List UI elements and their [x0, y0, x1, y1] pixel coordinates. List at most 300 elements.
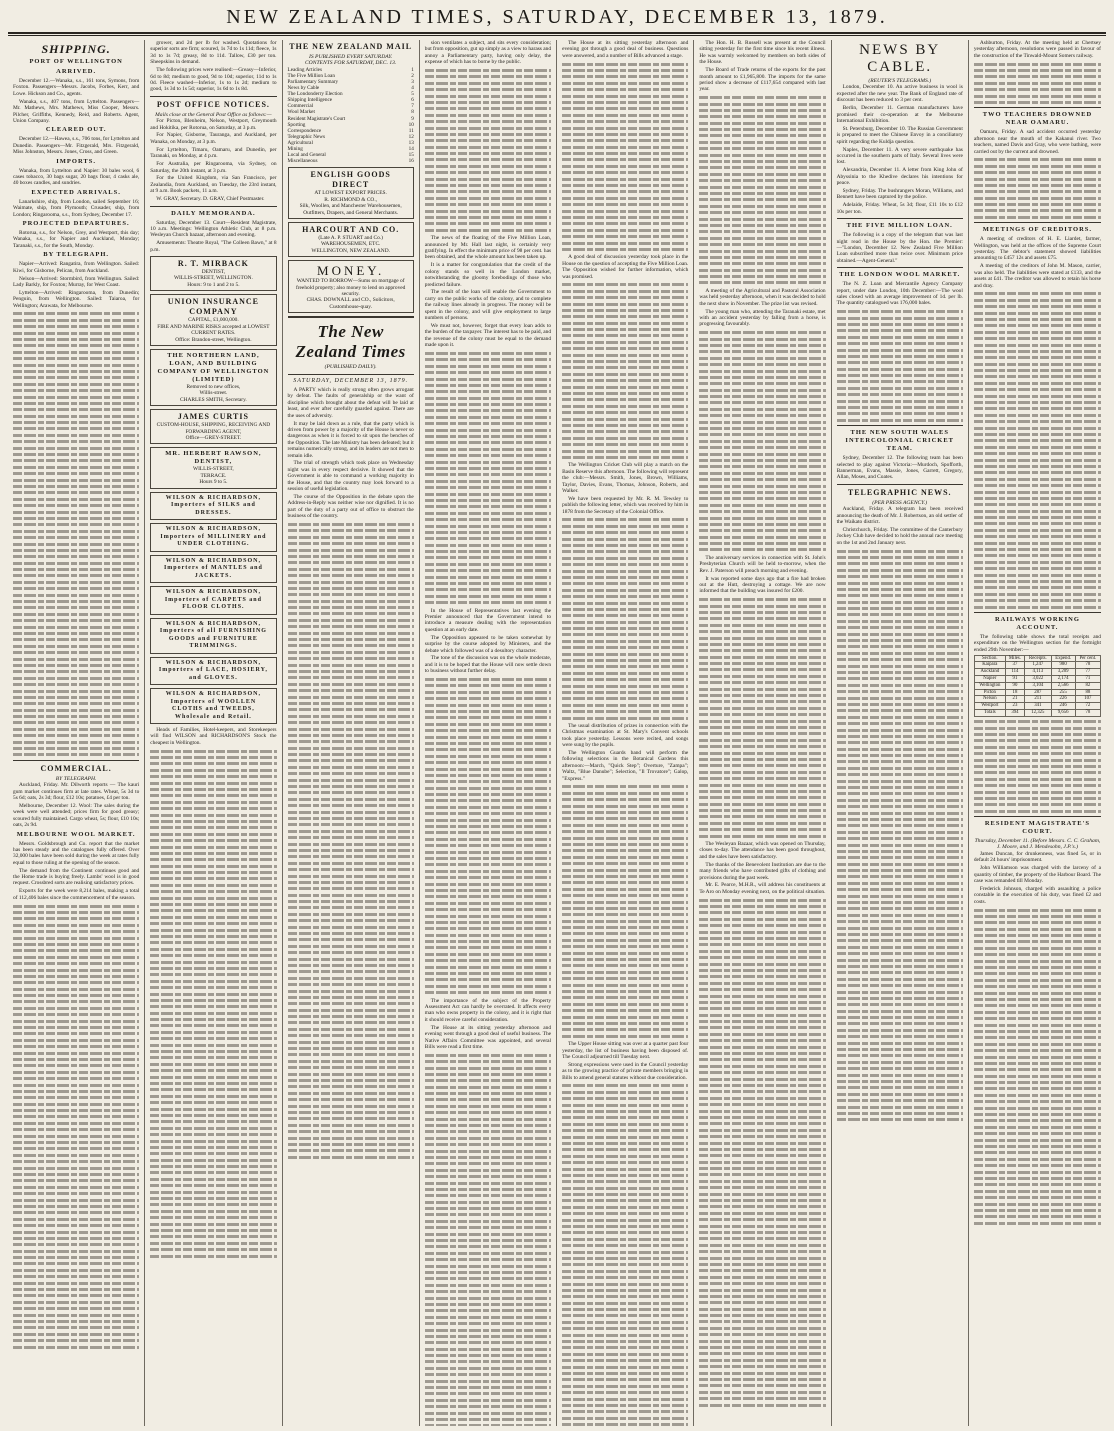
text-filler	[562, 518, 688, 719]
ad-line: Outfitters, Drapers, and General Merchants.	[303, 209, 399, 216]
ad-line: DENTIST,	[201, 269, 226, 276]
paragraph: Berlin, December 11. German manufacturers have promised their co-operation at the Melbourne International Exhibition.	[836, 105, 963, 124]
text-filler	[974, 292, 1101, 608]
paragraph: Nelson—Arrived: Stormbird, from Wellington. Sailed: Lady Barkly, for Foxton; Murray, for West Coast.	[13, 275, 140, 288]
column-8	[969, 40, 1106, 1426]
paragraph: Exports for the week were 8,214 bales, making a total of 112,406 bales since the commencement of the season.	[13, 888, 140, 901]
paragraph: For Napier, Gisborne, Tauranga, and Auckland, per Wanaka, on Monday, at 3 p.m.	[150, 132, 277, 145]
paragraph: Ashburton, Friday. At the meeting held at Chertsey yesterday afternoon, resolutions were passed in favour of the construction of the Tinwald-Mount Somers railway.	[973, 40, 1101, 59]
ad-line: WELLINGTON, NEW ZEALAND.	[311, 247, 390, 254]
advertisement-wilson-richardson	[150, 492, 276, 521]
column-7	[832, 40, 969, 1426]
divider	[288, 316, 414, 318]
advertisement-customs-agent	[150, 409, 276, 444]
table-cell: 1,247	[1025, 662, 1051, 669]
table-cell: 12,325	[1025, 710, 1051, 717]
text-filler	[425, 352, 551, 604]
paragraph: Lyttelton—Arrived: Ringarooma, from Dunedin; Penguin, from Wellington. Sailed: Taiaroa, for Wellington; Arawata, for Melbourne.	[13, 289, 140, 309]
paragraph: The following table shows the total receipts and expenditure on the Wellington section for the fortnight ended 29th November:—	[973, 633, 1101, 653]
railways-table-body	[974, 662, 1100, 716]
column-3	[283, 40, 420, 1426]
contents-item-title: Telegraphic News	[287, 133, 326, 140]
divider	[837, 218, 963, 219]
ad-title: R. T. MIRBACK	[177, 259, 249, 269]
table-row	[974, 669, 1100, 676]
contents-item-title: Sporting	[287, 121, 306, 128]
paragraph: Messrs. Goldsbrough and Co. report that the market has been steady and the catalogues fully offered. Over 32,000 bales have been sold during the week at rates fully equal to those ruling at the opening of the season.	[13, 840, 140, 866]
commercial-subheading: BY TELEGRAPH.	[55, 775, 97, 782]
table-header-cell: Receipts.	[1025, 655, 1051, 662]
paragraph: For Lyttelton, Timaru, Oamaru, and Dunedin, per Taranaki, on Monday, at 4 p.m.	[150, 146, 277, 160]
paragraph: December 12.—Wanaka, s.s., 161 tons, Symons, from Foxton. Passengers—Messrs. Jacobs, Forbes, Kerr, and Lowe. Hickson and Co., agents.	[13, 78, 140, 97]
masthead	[0, 0, 1114, 34]
table-cell: 3,209	[1051, 669, 1075, 676]
table-cell: Picton	[974, 689, 1005, 696]
editorial-dateline: SATURDAY, DECEMBER 13, 1879.	[293, 377, 409, 384]
paragraph: W. GRAY, Secretary. D. GRAY, Chief Postmaster.	[156, 196, 265, 203]
news-by-cable-subheading: (REUTER'S TELEGRAMS.)	[868, 78, 932, 84]
table-cell: 255	[1051, 689, 1075, 696]
contents-item-title: Resident Magistrate's Court	[287, 115, 346, 122]
ad-line: WANTED TO BORROW—Sums on mortgage of freehold property; also money to lend on approved security.	[295, 278, 406, 297]
text-filler	[974, 158, 1101, 219]
table-cell: 78	[1075, 710, 1100, 717]
contents-item	[288, 158, 414, 164]
paragraph: Sydney, December 12. The following team has been selected to play against Victoria:—Murdoch, Spofforth, Bannerman, Evans, Massie, Jones, Garrett, Gregory, Allan, Moses, and Coates.	[836, 455, 963, 481]
table-cell: 77	[1075, 669, 1100, 676]
text-filler	[425, 678, 551, 994]
table-cell: 72	[1075, 703, 1100, 710]
arrived-heading: ARRIVED.	[56, 68, 97, 75]
column-6	[694, 40, 831, 1426]
table-cell: Totals	[974, 710, 1005, 717]
table-cell: 211	[1025, 696, 1051, 703]
text-filler	[562, 283, 688, 459]
paragraph: December 12.—Hawea, s.s., 706 tons, for Lyttelton and Dunedin. Passengers—Mr. Fitzgerald, Mrs. Fitzgerald, Miss Johnston, Messrs. Jones, Cross, and Green.	[13, 136, 140, 156]
paragraph: A good deal of discussion yesterday took place in the House on the question of accepting the Five Million Loan. The Opposition wished for further information, which was promised.	[562, 254, 689, 280]
paragraph: Napier—Arrived: Rangatira, from Wellington. Sailed: Kiwi, for Gisborne, Pelican, from Auckland.	[13, 261, 140, 274]
contents-item-page: 2	[411, 72, 414, 79]
daily-memoranda-heading: DAILY MEMORANDA.	[171, 209, 256, 217]
divider	[974, 612, 1101, 613]
table-row	[974, 703, 1100, 710]
table-cell: Kaipara	[974, 662, 1005, 669]
contents-item-title: Commercial	[287, 103, 314, 110]
contents-item-page: 8	[411, 109, 414, 116]
advertisement-dentist-rawson	[150, 447, 276, 488]
paragraph: For the United Kingdom, via San Francisco, per Zealandia, from Auckland, on Tuesday, the 23rd instant, at 9 a.m. Book packets, 11 a.m.	[150, 175, 277, 195]
paragraph: The Upper House sitting was over at a quarter past four yesterday, the list of business having been disposed of. The Council adjourned till Tuesday next.	[562, 1041, 689, 1060]
contents-item-page: 10	[408, 121, 414, 128]
table-cell: 2,566	[1051, 682, 1075, 689]
advertisement-harcourt	[288, 222, 414, 257]
column-5	[557, 40, 694, 1426]
divider	[974, 816, 1101, 817]
contents-item-page: 12	[408, 133, 414, 140]
paragraph: The news of the floating of the Five Million Loan, announced by Mr. Hall last night, is certainly very gratifying. In effect the minimum price of 98 per cent. has been obtained, and the whole amount has been taken up.	[424, 235, 552, 261]
table-cell: 88	[1075, 689, 1100, 696]
contents-item-page: 14	[408, 146, 414, 153]
paragraph: The importance of the subject of the Property Assessment Act can hardly be overrated. It affects every man who owns property in the colony, and it is right that it should receive careful consideration.	[424, 997, 552, 1023]
contents-item-title: News by Cable	[287, 85, 320, 92]
divider	[150, 96, 276, 97]
ad-title: WILSON & RICHARDSON, Importers of CARPETS and FLOOR CLOTHS.	[164, 589, 262, 611]
editorial-paragraph: The trial of strength which took place on Wednesday night was in every respect decisive. It showed that the Government is able to command a working majority in the House, and that the country may look forward to a session of useful legislation.	[287, 460, 414, 493]
table-row	[974, 696, 1100, 703]
post-office-subheading: Mails close at the General Post Office as follows:—	[155, 111, 272, 118]
telegraphic-news-heading: TELEGRAPHIC NEWS.	[847, 487, 952, 497]
paragraph: Mr. E. Pearce, M.H.R., will address his constituents at Te Aro on Monday evening next, on the political situation.	[699, 882, 826, 895]
table-header-cell: Miles.	[1005, 655, 1024, 662]
table-cell: 37	[1005, 662, 1024, 669]
ad-title: WILSON & RICHARDSON, Importers of LACE, HOSIERY, and GLOVES.	[158, 659, 268, 681]
text-filler	[425, 69, 551, 232]
text-filler	[699, 598, 825, 837]
paragraph: The Wellington Guards band will perform the following selections in the Botanical Gardens this afternoon:—March, "Quick Step"; Overture, "Zampa"; Waltz, "Blue Danube"; Selection, "Il Trovatore"; Galop, "Express."	[562, 750, 689, 782]
ad-line: CUSTOM-HOUSE, SHIPPING, RECEIVING AND FORWARDING AGENT,	[156, 422, 271, 435]
paragraph: The Wesleyan Bazaar, which was opened on Thursday, closes to-day. The attendance has been good throughout, and the sales have been satisfactory.	[699, 841, 826, 860]
contents-item-title: Miscellaneous	[287, 158, 318, 165]
table-cell: 91	[1005, 676, 1024, 683]
paragraph: John Williamson was charged with the larceny of a quantity of timber, the property of the Harbour Board. The case was remanded till Monday.	[973, 865, 1101, 885]
paragraph: The young man who, attending the Taranaki estate, met with an accident yesterday by falling from a horse, is progressing favourably.	[699, 308, 826, 328]
table-cell: Auckland	[974, 669, 1005, 676]
table-cell: 21	[1005, 696, 1024, 703]
paragraph: Rotorua, s.s., for Nelson, Grey, and Westport, this day; Wanaka, s.s., for Napier and Auckland, Monday; Taranaki, s.s., for the South, Monday.	[13, 230, 140, 249]
text-filler	[699, 899, 825, 1407]
paragraph: Oamaru, Friday. A sad accident occurred yesterday afternoon near the mouth of the Kakanui river. Two teachers, named Davis and Gray, who were bathing, were carried out by the current and drowned.	[973, 129, 1101, 155]
table-header-cell: Expend.	[1051, 655, 1075, 662]
paragraph: The thanks of the Benevolent Institution are due to the many friends who have contributed gifts of clothing and provisions during the past week.	[699, 861, 826, 881]
five-million-loan-heading: THE FIVE MILLION LOAN.	[846, 222, 953, 230]
news-by-cable-heading: NEWS BY CABLE.	[859, 42, 941, 75]
divider	[288, 374, 414, 375]
table-cell: 18	[1005, 689, 1024, 696]
advertisement-land-loan	[150, 349, 276, 406]
divider	[150, 206, 276, 207]
text-filler	[837, 310, 963, 422]
paragraph: The N. Z. Loan and Mercantile Agency Company report, under date London, 10th December:—The wool sales closed with an average improvement of 1d. per lb. The quantity catalogued was 176,000 bales.	[836, 281, 963, 307]
telegraphic-news-subheading: (PER PRESS AGENCY.)	[872, 499, 928, 506]
text-filler	[562, 1084, 688, 1426]
paragraph: The Hon. H. B. Russell was present at the Council sitting yesterday for the first time since his recent illness. He was warmly welcomed by members on both sides of the House.	[699, 40, 826, 66]
paragraph: Alexandria, December 11. A letter from King John of Abyssinia to the Khedive declares his intentions for peace.	[836, 167, 963, 187]
table-row	[974, 710, 1100, 717]
advertisement-english-goods	[288, 167, 414, 219]
table-cell: 226	[1051, 696, 1075, 703]
paragraph: The usual distribution of prizes in connection with the Christmas examination at St. Mary's Convent schools took place yesterday. Lessons were recited, and songs were sung by the pupils.	[562, 722, 689, 749]
divider	[13, 760, 139, 761]
text-filler	[974, 909, 1101, 1225]
commercial-heading: COMMERCIAL.	[40, 763, 112, 773]
contents-item-page: 7	[411, 103, 414, 110]
contents-item-title: Mining	[287, 146, 303, 153]
masthead-rule-thin	[8, 35, 1106, 36]
wool-market-heading: MELBOURNE WOOL MARKET.	[16, 830, 136, 838]
text-filler	[562, 63, 688, 251]
table-cell: 394	[1005, 710, 1024, 717]
ad-line: FIRE AND MARINE RISKS accepted at LOWEST CURRENT RATES.	[157, 323, 270, 337]
ad-line: Willis-street.	[199, 390, 228, 397]
ad-line: CAPITAL, £1,000,000.	[188, 317, 239, 324]
newspaper-nameplate: The New Zealand Times	[295, 322, 406, 362]
paragraph: Christchurch, Friday. The committee of the Canterbury Jockey Club have decided to hold the annual race meeting on the 1st and 2nd January next.	[836, 526, 963, 546]
table-cell: 2,174	[1051, 676, 1075, 683]
paragraph: The following prices were realised:—Greasy—Inferior, 6d to 8d; medium to good, 9d to 10d; superior, 11d to 1s 0d. Fleece washed—Inferior, 1s to 1s 2d; medium to good, 1s 3d to 1s 5d; superior, 1s 6d to 1s 8d.	[150, 67, 277, 93]
table-row	[974, 662, 1100, 669]
ad-line: Office: Brandon-street, Wellington.	[175, 336, 252, 343]
table-row	[974, 682, 1100, 689]
table-cell: Napier	[974, 676, 1005, 683]
ad-title: WILSON & RICHARDSON, Importers of SILKS and DRESSES.	[165, 494, 261, 516]
advertisement-wilson-richardson	[150, 657, 276, 686]
table-cell: 23	[1005, 703, 1024, 710]
paragraph: We have been requested by Mr. R. M. Tewsley to publish the following letter, which was received by him in 1878 from the Secretary of the Colonial Office.	[562, 495, 689, 515]
text-filler	[699, 96, 825, 284]
contents-item-page: 5	[411, 91, 414, 98]
text-filler	[150, 750, 276, 1258]
nameplate-subheading: (PUBLISHED DAILY).	[324, 364, 377, 371]
ad-line: CHAS. DOWNALL and CO., Solicitors, Customhouse-quay.	[306, 297, 395, 310]
contents-item-title: Correspondence	[287, 127, 322, 134]
ad-line: Hours 9 to 5.	[199, 479, 228, 486]
table-cell: 107	[1075, 696, 1100, 703]
resident-magistrate-subheading: Thursday, December 11. (Before Messrs. C. C. Graham, J. Moore, and J. Mendesohn, J.P.'s.)	[974, 838, 1101, 851]
text-filler	[837, 550, 963, 1122]
ad-title: WILSON & RICHARDSON, Importers of MANTLES and JACKETS.	[163, 557, 263, 579]
paragraph: The tone of the discussion was on the whole moderate, and it is to be hoped that the House will now settle down to business without further delay.	[424, 655, 552, 675]
contents-item-page: 16	[408, 158, 414, 165]
railways-table-header	[974, 655, 1100, 662]
projected-departures-heading: PROJECTED DEPARTURES.	[22, 220, 130, 227]
masthead-rule	[8, 32, 1106, 34]
paragraph: Amusements: Theatre Royal, "The Colleen Bawn," at 8 p.m.	[150, 240, 277, 253]
column-4	[420, 40, 557, 1426]
contents-item-title: Shipping Intelligence	[287, 97, 333, 104]
advertisement-wilson-richardson	[150, 555, 276, 584]
paragraph: The following is a copy of the telegram that was last night read in the House by the Hon. the Premier:—"London, December 12. New Zealand Five Million Loan subscribed more than twice over. Minimum price obtained.—Agent-General."	[836, 232, 963, 264]
ad-line: (Late A. P. STUART and Co.)	[318, 234, 383, 241]
advertisement-money	[288, 260, 414, 313]
ad-title: WILSON & RICHARDSON, Importers of all FURNISHING GOODS and FURNITURE TRIMMINGS.	[159, 620, 267, 650]
newspaper-columns	[8, 40, 1106, 1426]
railways-account-heading: RAILWAYS WORKING ACCOUNT.	[994, 615, 1080, 631]
contents-item-page: 9	[411, 115, 414, 122]
table-cell: 3,104	[1025, 682, 1051, 689]
paragraph: Saturday, December 13. Court—Resident Magistrate, 10 a.m. Meetings: Wellington Athletic Club, at 8 p.m. Wesleyan Church bazaar, afternoon and evening.	[150, 219, 277, 239]
advertisement-insurance	[150, 294, 276, 346]
paragraph: Heads of Families, Hotel-keepers, and Storekeepers will find WILSON and RICHARDSON'S Stock the cheapest in Wellington.	[150, 727, 277, 746]
contents-item-page: 11	[408, 127, 414, 134]
table-cell: 246	[1051, 703, 1075, 710]
paragraph: London, December 10. An active business in wool is expected after the new year. The Bank of England rate of discount has been reduced to 3 per cent.	[836, 84, 963, 104]
newspaper-masthead-title: NEW ZEALAND TIMES, SATURDAY, DECEMBER 13, 1879.	[226, 6, 888, 28]
paragraph: A meeting of creditors of H. E. Liardet, farmer, Wellington, was held at the offices of the Supreme Court yesterday. The debtor's statement showed liabilities amounting to £457 12s and assets £75.	[973, 236, 1101, 262]
paragraph: For Picton, Blenheim, Nelson, Westport, Greymouth and Hokitika, per Rotorua, on Saturday, at 3 p.m.	[150, 118, 277, 131]
paragraph: The House at its sitting yesterday afternoon and evening got through a good deal of business. Questions were answered, and a number of Bills advanced a stage.	[562, 40, 689, 59]
ad-line: WILLIS-STREET,	[193, 466, 234, 473]
column-1	[8, 40, 145, 1426]
imports-heading: IMPORTS.	[56, 157, 96, 165]
table-cell: 71	[1075, 676, 1100, 683]
text-filler	[699, 331, 825, 551]
contents-item-title: The Five Million Loan	[287, 72, 335, 79]
table-cell: 82	[1075, 682, 1100, 689]
paragraph: James Duncan, for drunkenness, was fined 5s, or in default 24 hours' imprisonment.	[973, 850, 1101, 864]
paragraph: For Australia, per Ringarooma, via Sydney, on Saturday, the 20th instant, at 3 p.m.	[150, 161, 277, 174]
contents-item-title: Leading Articles	[287, 66, 322, 73]
paragraph: Frederick Johnson, charged with assaulting a police constable in the execution of his duty, was fined £2 and costs.	[973, 885, 1101, 905]
editorial-paragraph: A PARTY which is really strong often grows arrogant by defeat. The faults of generalship or the want of discipline which brought about the defeat will be laid at least, and ever after carefully guarded against. There are the uses of adversity.	[287, 387, 414, 419]
ad-line: WILLIS-STREET, WELLINGTON.	[173, 275, 253, 282]
paragraph: A meeting of the creditors of John M. Mason, carrier, was also held. The liabilities were stated at £133, and the assets at £41. The creditor was allowed to retain his horse and dray.	[973, 263, 1101, 289]
paragraph: The demand from the Continent continues good and the Home trade is buying freely. Lambs' wool is in good request. Crossbred sorts are realising satisfactory prices.	[13, 867, 140, 887]
contents-item-page: 1	[411, 66, 414, 73]
editorial-paragraph: The course of the Opposition in the debate upon the Address-in-Reply was neither wise nor dignified. It is no part of the duty of a party out of office to obstruct the business of the country.	[287, 494, 414, 520]
table-cell: 4,113	[1025, 669, 1051, 676]
nz-mail-contents-heading: CONTENTS FOR SATURDAY, DEC. 13.	[304, 60, 397, 67]
table-cell: 114	[1005, 669, 1024, 676]
port-heading: PORT OF WELLINGTON	[29, 58, 123, 65]
teachers-drowned-heading: TWO TEACHERS DROWNED NEAR OAMARU.	[982, 111, 1093, 127]
text-filler	[288, 523, 414, 1159]
ad-title: ENGLISH GOODS DIRECT	[310, 170, 391, 190]
contents-item-title: Wool Market	[287, 109, 315, 116]
paragraph: St. Petersburg, December 10. The Russian Government is prepared to meet the Chinese Envoy in a conciliatory spirit regarding the Kuldja question.	[836, 125, 963, 145]
nz-mail-subheading: IS PUBLISHED EVERY SATURDAY.	[308, 54, 393, 60]
contents-item-title: Parliamentary Summary	[287, 79, 339, 85]
contents-item-title: Agricultural	[287, 139, 313, 146]
divider	[837, 484, 963, 485]
ad-title: UNION INSURANCE COMPANY	[167, 297, 260, 317]
paragraph: The House at its sitting yesterday afternoon and evening went through a good deal of useful business. The Native Affairs Committee was appointed, and several Bills were read a first time.	[424, 1024, 552, 1050]
table-cell: 78	[1075, 662, 1100, 669]
ad-title: MR. HERBERT RAWSON, DENTIST,	[165, 450, 262, 466]
table-cell: Westport	[974, 703, 1005, 710]
shipping-heading: SHIPPING.	[41, 42, 111, 56]
nz-mail-heading: THE NEW ZEALAND MAIL	[289, 42, 413, 51]
paragraph: Lanarkshire, ship, from London, sailed September 16; Waimate, ship, from Plymouth; Crusader, ship, from London; Ringarooma, s.s., from Sydney, December 17.	[13, 198, 140, 218]
ad-line: Hours: 9 to 1 and 2 to 5.	[187, 281, 240, 288]
ad-line: CHARLES SMITH, Secretary.	[180, 396, 247, 403]
ad-title: MONEY.	[317, 263, 385, 279]
ad-title: JAMES CURTIS	[177, 412, 249, 422]
advertisement-wilson-richardson	[150, 618, 276, 654]
table-row	[974, 676, 1100, 683]
table-cell: Wellington	[974, 682, 1005, 689]
paragraph: sion ventilates a subject, and sits every consideration; but from opposition, gut up simply as a view to harass and annoy a Parliamentary party, having only delay, the expense of which has to borne by the public.	[424, 40, 552, 66]
paragraph: The Opposition appeared to be taken somewhat by surprise by the course adopted by Ministers, and the debate which followed was of a desultory character.	[424, 634, 552, 654]
text-filler	[974, 720, 1101, 812]
divider	[837, 267, 963, 268]
divider	[837, 425, 963, 426]
paragraph: Melbourne, December 12. Wool: The sales during the week were well attended; prices firm for good greasy; scoured fully maintained. Cargo wheat, 5s; flour, £10 10s; oats, 2s 9d.	[13, 802, 140, 829]
paragraph: Naples, December 11. A very severe earthquake has occurred in the southern parts of Italy. Several lives were lost.	[836, 146, 963, 166]
text-filler	[13, 312, 139, 756]
paragraph: A meeting of the Agricultural and Pastoral Association was held yesterday afternoon, when it was decided to hold the next show in November. The prize list was revised.	[699, 287, 826, 307]
table-cell: Nelson	[974, 696, 1005, 703]
paragraph: In the House of Representatives last evening the Premier announced that the Government intend to introduce a measure dealing with the representation question at an early date.	[424, 607, 552, 633]
paragraph: Wanaka, from Lyttelton and Napier: 30 bales wool, 6 cases tobacco, 30 bags sugar, 20 bags flour, 4 casks ale, 40 boxes candles, and sundries.	[13, 167, 140, 187]
table-cell: 341	[1025, 703, 1051, 710]
divider	[974, 222, 1101, 223]
meetings-of-creditors-heading: MEETINGS OF CREDITORS.	[982, 226, 1093, 234]
ad-title: THE NORTHERN LAND, LOAN, AND BUILDING COMPANY OF WELLINGTON (LIMITED)	[157, 351, 270, 383]
nsw-cricket-heading: THE NEW SOUTH WALES INTERCOLONIAL CRICKET TEAM.	[845, 429, 955, 453]
paragraph: Sydney, Friday. The bushrangers Moran, Williams, and Bennett have been captured by the police.	[836, 188, 963, 201]
table-cell: 90	[1005, 682, 1024, 689]
paragraph: The Wellington Cricket Club will play a match on the Basin Reserve this afternoon. The following will represent the club:—Messrs. Smith, Jones, Brown, Williams, Taylor, Davies, Evans, Thomas, Johnson, Roberts, and Walker.	[562, 462, 689, 494]
paragraph: Strong expressions were used in the Council yesterday as to the growing practice of private members bringing in Bills to amend general statutes without due consideration.	[562, 1061, 689, 1081]
table-cell: 9,656	[1051, 710, 1075, 717]
ad-line: Silk, Woollen, and Manchester Warehousemen,	[299, 203, 402, 210]
paragraph: It is a matter for congratulation that the credit of the colony stands so well in the London market, notwithstanding the gloomy forebodings of those who predicted failure.	[424, 262, 552, 288]
divider	[974, 107, 1101, 108]
contents-item-page: 15	[408, 152, 414, 159]
ad-title: WILSON & RICHARDSON, Importers of MILLINERY and UNDER CLOTHING.	[160, 526, 267, 548]
advertisement-wilson-richardson	[150, 688, 276, 724]
column-2	[145, 40, 282, 1426]
paragraph: Adelaide, Friday. Wheat, 5s 3d; flour, £11 10s to £12 10s per ton.	[836, 202, 963, 215]
table-cell: 3,022	[1025, 676, 1051, 683]
cleared-heading: CLEARED OUT.	[45, 126, 107, 134]
advertisement-wilson-richardson	[150, 523, 276, 552]
text-filler	[425, 1054, 551, 1426]
advertisement-wilson-richardson	[150, 586, 276, 615]
contents-item-title: Local and General	[287, 152, 326, 159]
contents-item-title: The Londonderry Election	[287, 91, 343, 98]
table-header-cell: Section.	[974, 655, 1005, 662]
table-cell: 980	[1051, 662, 1075, 669]
ad-line: R. RICHMOND & CO.,	[324, 196, 378, 203]
contents-item-page: 4	[411, 85, 414, 92]
advertisement-dentist	[150, 256, 276, 291]
resident-magistrate-heading: RESIDENT MAGISTRATE'S COURT.	[984, 820, 1090, 836]
contents-item-page: 13	[408, 139, 414, 146]
paragraph: Wanaka, s.s., 407 tons, from Lyttelton. Passengers—Mr. Mathews, Mrs. Mathews, Miss Cooper, Messrs. Pilcher, Griffiths, Kennedy, Reid, and Roberts. Agent, Union Company.	[13, 98, 140, 124]
ad-line: Office—GREY-STREET.	[185, 434, 242, 441]
ad-line: WAREHOUSEMEN, ETC.	[320, 241, 381, 248]
text-filler	[974, 63, 1101, 104]
ad-title: HARCOURT AND CO.	[302, 224, 400, 234]
post-office-heading: POST OFFICE NOTICES.	[156, 99, 270, 109]
paragraph: The anniversary services in connection with St. John's Presbyterian Church will be held to-morrow, when the Rev. J. Paterson will preach morning and evening.	[699, 554, 826, 574]
table-cell: 287	[1025, 689, 1051, 696]
ad-line: AT LOWEST EXPORT PRICES.	[314, 190, 387, 197]
text-filler	[562, 785, 688, 1037]
paragraph: It was reported some days ago that a fire had broken out at the Hutt, destroying a cottage. We are now informed that the building was insured for £200.	[699, 575, 826, 595]
paragraph: The result of the loan will enable the Government to carry on the public works of the colony, and to complete the railway lines already in progress. The money will be spent in the colony, and will give employment to large numbers of persons.	[424, 289, 552, 322]
text-filler	[13, 905, 139, 1349]
ad-line: Removed to new offices,	[186, 383, 241, 390]
ad-line: TERRACE.	[200, 472, 227, 479]
contents-item-page: 6	[411, 97, 414, 104]
paragraph: Auckland, Friday. A telegram has been received announcing the death of Mr. J. Robertson, an old settler of the Waikato district.	[836, 506, 963, 526]
paragraph: Auckland, Friday. Mr. Dilworth reports — The kauri gum market continues firm at late rates. Wheat, 5s 3d to 5s 6d; oats, 2s 3d; flour, £12 10s; potatoes, £4 per ton.	[13, 782, 140, 802]
paragraph: The Board of Trade returns of the exports for the past month amount to £1,965,800. The imports for the same period show a decrease of £117,654 compared with last year.	[699, 67, 826, 93]
ad-title: WILSON & RICHARDSON, Importers of WOOLLEN CLOTHS and TWEEDS, Wholesale and Retail.	[165, 691, 261, 720]
london-wool-market-heading: THE LONDON WOOL MARKET.	[839, 271, 961, 279]
table-row	[974, 689, 1100, 696]
table-header-cell: Per cent.	[1075, 655, 1100, 662]
contents-list	[288, 67, 414, 165]
paragraph: We must not, however, forget that every loan adds to the burden of the taxpayer. The interest has to be paid, and the revenue of the colony must be equal to the demand made upon it.	[424, 322, 552, 349]
railways-table	[974, 655, 1101, 717]
contents-item-page: 3	[411, 79, 414, 85]
expected-arrivals-heading: EXPECTED ARRIVALS.	[31, 188, 121, 196]
paragraph: grower, and 2d per lb for washed. Quotations for superior sorts are firm; scoured, 1s 7d to 1s 11d; fleece, 1s 3d to 1s 7d; greasy, 8d to 11d. Tallow, £30 per ton. Sheepskins in demand.	[150, 40, 277, 66]
telegraph-heading: BY TELEGRAPH.	[43, 251, 109, 259]
